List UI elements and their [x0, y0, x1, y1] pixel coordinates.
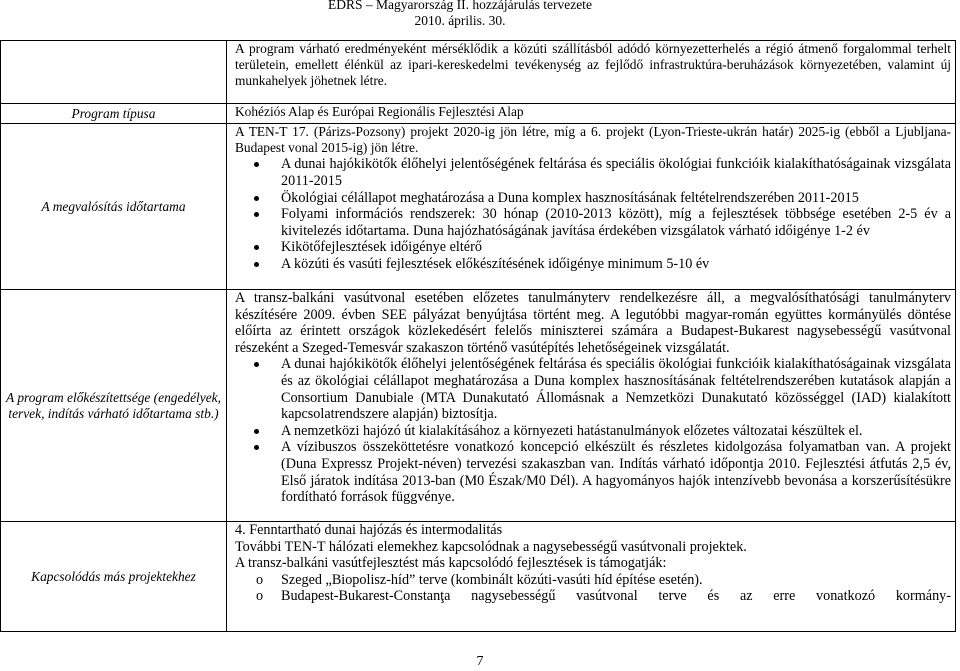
table-row: [1, 41, 956, 104]
page-header: [230, 0, 690, 29]
preparedness-paragraph: A transz-balkáni vasútvonal esetében előzetes tanulmányterv rendelkezésre áll, a megvalósíthatósági tanulmányterv készítésére 2009. évben SEE pályázat benyújtása történt meg. A legutóbbi magyar-román együttes kormányülés döntése előírta az érintett országok közlekedésért felelős miniszterei számára a Budapest-Bukarest nagysebességű vasútvonal részeként a Szeged-Temesvár szakaszon történő vasútépítés lehetőségeinek vizsgálatát.: [235, 290, 951, 356]
header-date: 2010. április. 30.: [414, 13, 506, 28]
table-row: [1, 522, 956, 632]
list-item: [235, 588, 951, 605]
list-item: Folyami információs rendszerek: 30 hónap (2010-2013 között), míg a fejlesztések többsége esetében 2-5 év a kivitelezés időtartama. Duna hajózhatóságának javítása érdekében vizsgálatok várható időigénye 1-2 év: [235, 206, 951, 239]
project-table: [0, 40, 956, 632]
program-type-label: Program típusa: [1, 104, 227, 124]
results-paragraph: A program várható eredményeként mérséklődik a közúti szállításból adódó környezetterhelés a régió átmenő forgalommal terhelt területein, emellett élénkül az ipari-kereskedelmi tevékenység az fejlődő infrastruktúra-beruházások környezetében, valamint új munkahelyek jöhetnek létre.: [235, 41, 951, 89]
related-line: 4. Fenntartható dunai hajózás és intermodalitás: [235, 522, 503, 538]
duration-intro: A TEN-T 17. (Párizs-Pozsony) projekt 2020-ig jön létre, míg a 6. projekt (Lyon-Trieste-ukrán határ) 2025-ig (ebből a Ljubljana-Budapest vonal 2015-ig) jön létre.: [235, 124, 951, 156]
circle-bullet-icon: o: [256, 588, 264, 605]
program-type-value: Kohéziós Alap és Európai Regionális Fejlesztési Alap: [235, 104, 524, 119]
header-title: EDRS – Magyarország II. hozzájárulás tervezete: [328, 0, 592, 12]
related-projects-label: Kapcsolódás más projektekhez: [1, 522, 227, 632]
row-label-empty: [1, 41, 227, 104]
sub-item-text: Szeged „Biopolisz-híd” terve (kombinált közúti-vasúti híd építése esetén).: [281, 571, 703, 588]
duration-label: A megvalósítás időtartama: [1, 124, 227, 290]
list-item: A vízibuszos összeköttetésre vonatkozó koncepció elkészült és részletes kidolgozása folyamatban van. A projekt (Duna Expressz Projekt-néven) tervezési szakaszban van. Indítás várható időpontja 2010. Fejlesztési átfutás 2,5 év, Első járatok indítása 2013-ban (M0 Észak/M0 Dél). A hagyományos hajók intenzívebb bevonása a korszerűsítésükre fordítható források függvénye.: [235, 439, 951, 505]
duration-bullets: [235, 156, 951, 272]
list-item: A dunai hajókikötők élőhelyi jelentőségének feltárása és speciális ökológiai funkcióik kialakíthatóságainak vizsgálata 2011-2015: [235, 156, 951, 189]
table-row: [1, 124, 956, 290]
preparedness-bullets: [235, 356, 951, 505]
list-item: Ökológiai célállapot meghatározása a Duna komplex hasznosításának feltételrendszerében 2011-2015: [235, 190, 951, 207]
circle-bullet-icon: o: [256, 571, 264, 588]
list-item: [235, 572, 951, 589]
preparedness-label: A program előkészítettsége (engedélyek, tervek, indítás várható időtartama stb.): [1, 290, 227, 522]
list-item: A dunai hajókikötők élőhelyi jelentőségének feltárása és speciális ökológiai funkcióik kialakíthatóságainak vizsgálata és az ökológiai célállapot meghatározása a Duna komplex hasznosításának feltételrendszerében kutatások alapján a Consortium Danubiale (MTA Dunakutató Állomásnak a Nemzetközi Dunakutató közösséggel (IAD) kialakított kapcsolatrendszere alapján) biztosítja.: [235, 356, 951, 422]
related-line: További TEN-T hálózati elemekhez kapcsolódnak a nagysebességű vasútvonali projektek.: [235, 538, 747, 555]
preparedness-cell: [227, 290, 956, 522]
related-line: A transz-balkáni vasútfejlesztést más kapcsolódó fejlesztések is támogatják:: [235, 555, 667, 572]
results-cell: [227, 41, 956, 104]
table-row: [1, 290, 956, 522]
page-number: 7: [476, 654, 484, 669]
program-type-cell: [227, 104, 956, 124]
table-row: [1, 104, 956, 124]
list-item: Kikötőfejlesztések időigénye eltérő: [235, 239, 951, 256]
list-item: A közúti és vasúti fejlesztések előkészítésének időigénye minimum 5-10 év: [235, 256, 951, 273]
duration-cell: [227, 124, 956, 290]
related-sub-items: [235, 572, 951, 605]
list-item: A nemzetközi hajózó út kialakításához a környezeti hatástanulmányok előzetes változatai készültek el.: [235, 423, 951, 440]
related-projects-cell: [227, 522, 956, 632]
sub-item-text: Budapest-Bukarest-Constanţa nagysebességű vasútvonal terve és az erre vonatkozó kormány-: [281, 588, 951, 605]
